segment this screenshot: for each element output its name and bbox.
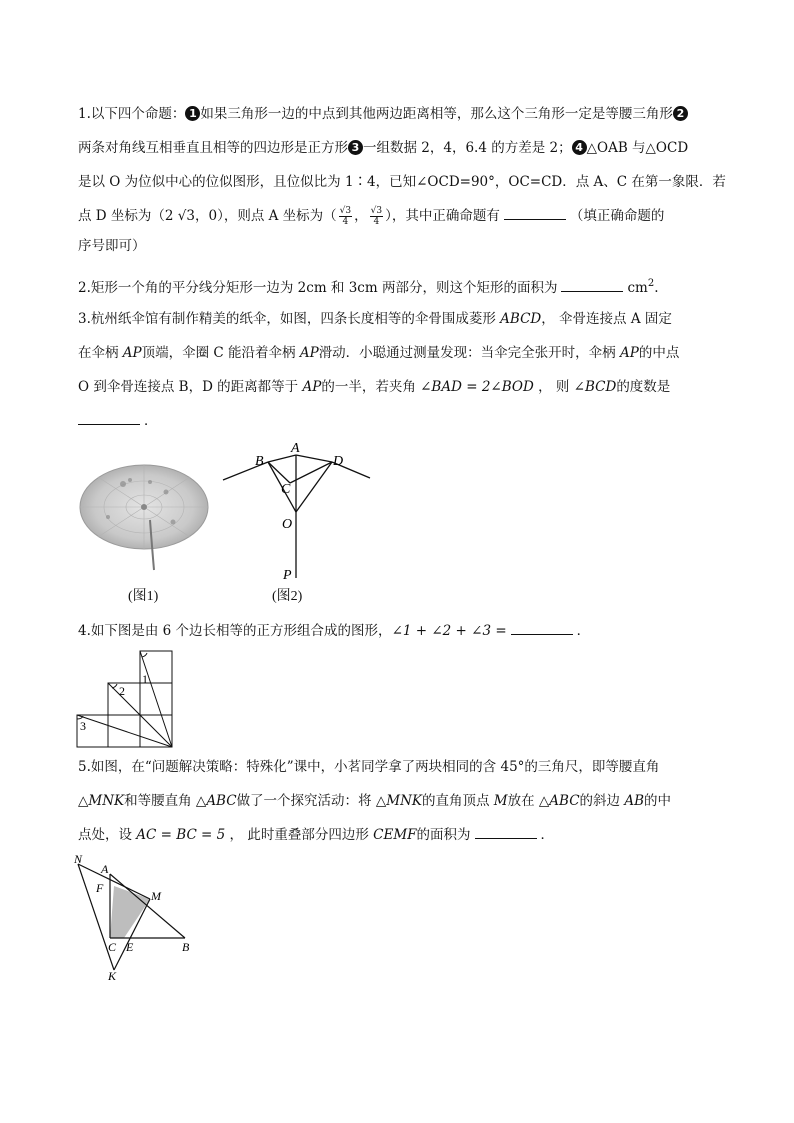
question-1 (78, 97, 758, 259)
label-B: B (255, 454, 264, 469)
label-P: P (283, 568, 292, 583)
angle-1-label: 1 (142, 672, 148, 686)
answer-blank-q5[interactable] (475, 824, 537, 839)
label-C: C (108, 940, 117, 954)
label-C: C (281, 482, 291, 497)
answer-blank-q2[interactable] (561, 277, 623, 292)
circled-number-2: 2 (673, 106, 688, 121)
figure-2-caption: (图2) (272, 589, 303, 604)
label-O: O (282, 517, 293, 532)
circled-number-1: 1 (185, 106, 200, 121)
question-4 (78, 614, 758, 648)
q3-line-4: ． (78, 404, 758, 438)
q3-line-1: 3.杭州纸伞馆有制作精美的纸伞，如图，四条长度相等的伞骨围成菱形 ABCD， 伞骨连接点 A 固定 (78, 311, 672, 327)
triangles-figure (70, 852, 200, 982)
fraction-sqrt3-over-4: $\frac{√3}{4}$ (339, 206, 352, 227)
six-squares-figure (76, 650, 176, 748)
umbrella-schematic-figure (215, 438, 375, 583)
q3-line-2: 在伞柄 AP顶端，伞圈 C 能沿着伞柄 AP滑动．小聪通过测量发现：当伞完全张开时，伞柄 AP的中点 (78, 345, 680, 361)
question-2 (78, 267, 758, 305)
label-N: N (74, 852, 83, 866)
figure-1-caption: (图1) (128, 589, 159, 604)
label-M: M (151, 889, 161, 903)
angle-3-label: 3 (80, 719, 86, 733)
q1-line-1: 1.以下四个命题： 1 如果三角形一边的中点到其他两边距离相等，那么这个三角形一定是等腰三角形 2 (78, 97, 758, 131)
label-B: B (182, 940, 190, 954)
q4-line: 4.如下图是由 6 个边长相等的正方形组合成的图形，∠1 + ∠2 + ∠3 = ． (78, 614, 758, 648)
answer-blank-q4[interactable] (511, 620, 573, 635)
label-F: F (96, 881, 104, 895)
q5-line-2: △MNK和等腰直角 △ABC做了一个探究活动：将 △MNK的直角顶点 M放在 △ABC的斜边 AB的中 (78, 793, 672, 809)
fraction-sqrt3-over-4-b: $\frac{√3}{4}$ (370, 206, 383, 227)
q1-line-2: 两条对角线互相垂直且相等的四边形是正方形 3 一组数据 2，4，6.4 的方差是 2； 4 △OAB 与△OCD (78, 140, 689, 156)
q5-line-1: 5.如图，在“问题解决策略：特殊化”课中，小茗同学拿了两块相同的含 45°的三角尺，即等腰直角 (78, 759, 660, 775)
label-D: D (333, 454, 344, 469)
q5-line-3: 点处，设 AC = BC = 5 ， 此时重叠部分四边形 CEMF的面积为 ． (78, 818, 758, 852)
umbrella-figure (78, 462, 213, 582)
answer-blank-q1[interactable] (504, 205, 566, 220)
q1-line-3: 是以 O 为位似中心的位似图形，且位似比为 1∶4，已知∠OCD=90°，OC=CD．点 A、C 在第一象限．若 (78, 174, 726, 190)
answer-blank-q3[interactable] (78, 410, 140, 425)
label-A: A (101, 862, 109, 876)
q3-line-3: O 到伞骨连接点 B，D 的距离都等于 AP的一半，若夹角 ∠BAD = 2∠BOD ， 则 ∠BCD的度数是 (78, 379, 671, 395)
label-A: A (291, 441, 300, 456)
q2-line: 2.矩形一个角的平分线分矩形一边为 2cm 和 3cm 两部分，则这个矩形的面积为 $cm^2$. (78, 278, 659, 296)
label-K: K (108, 969, 117, 983)
circled-number-3: 3 (348, 140, 363, 155)
label-E: E (126, 940, 134, 954)
angle-2-label: 2 (119, 684, 125, 698)
question-5 (78, 750, 758, 852)
circled-number-4: 4 (572, 140, 587, 155)
q1-line-5: 序号即可） (78, 238, 146, 254)
question-3 (78, 302, 758, 438)
q1-line-4: 点 D 坐标为（2 √3，0），则点 A 坐标为（ $\frac{√3}{4}$ ， $\frac{√3}{4}$ ），其中正确命题有 （填正确命题的 (78, 206, 665, 227)
